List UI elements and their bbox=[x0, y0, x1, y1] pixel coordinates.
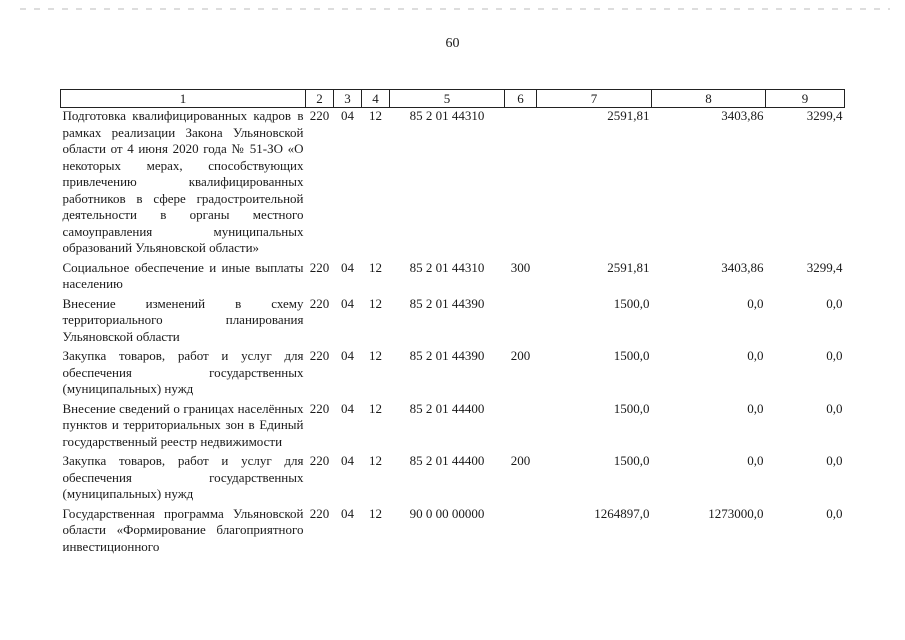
row-code-4: 12 bbox=[369, 259, 382, 275]
row-code-2: 220 bbox=[309, 400, 330, 416]
row-code-2: 220 bbox=[309, 259, 330, 275]
row-code-5: 85 2 01 44390 bbox=[409, 295, 485, 311]
row-name: Закупка товаров, работ и услуг для обеспечения государственных (муниципальных) нужд bbox=[62, 453, 304, 501]
row-value-9: 3299,4 bbox=[806, 259, 843, 275]
column-header-6: 6 bbox=[505, 90, 537, 108]
table-body bbox=[61, 108, 845, 559]
row-code-6: 200 bbox=[510, 348, 531, 363]
row-code-6: 200 bbox=[510, 453, 531, 468]
row-code-6: 300 bbox=[510, 259, 531, 275]
row-code-3: 04 bbox=[341, 505, 354, 521]
row-name: Подготовка квалифицированных кадров в рамках реализации Закона Ульяновской области от 4 июня 2020 года № 51-ЗО «О некоторых мерах, способствующих привлечению квалифицированных работников в сфере градостроительной деятельности в органы местного самоуправления муниципальных образований Ульяновской области» bbox=[62, 108, 304, 255]
row-code-3: 04 bbox=[341, 295, 354, 311]
row-code-4: 12 bbox=[369, 108, 382, 123]
row-name: Внесение сведений о границах населённых пунктов и территориальных зон в Единый государственный реестр недвижимости bbox=[62, 400, 304, 449]
row-value-7: 1500,0 bbox=[613, 400, 650, 416]
table-row bbox=[61, 260, 845, 296]
row-code-3: 04 bbox=[341, 453, 354, 468]
row-value-9: 0,0 bbox=[826, 453, 843, 468]
row-value-8: 1273000,0 bbox=[708, 505, 764, 521]
row-value-8: 3403,86 bbox=[721, 108, 764, 123]
row-code-3: 04 bbox=[341, 348, 354, 363]
row-code-5: 90 0 00 00000 bbox=[409, 505, 485, 521]
page-number: 60 bbox=[445, 36, 460, 51]
column-header-4: 4 bbox=[362, 90, 390, 108]
row-code-4: 12 bbox=[369, 505, 382, 521]
row-code-4: 12 bbox=[369, 348, 382, 363]
row-value-9: 3299,4 bbox=[806, 108, 843, 123]
row-value-9: 0,0 bbox=[826, 295, 843, 311]
row-value-7: 1500,0 bbox=[613, 295, 650, 311]
row-value-8: 0,0 bbox=[747, 348, 764, 363]
row-value-7: 1500,0 bbox=[613, 348, 650, 363]
row-code-5: 85 2 01 44400 bbox=[409, 400, 485, 416]
table-row bbox=[61, 401, 845, 454]
row-code-3: 04 bbox=[341, 108, 354, 123]
row-code-6 bbox=[505, 296, 537, 349]
column-header-3: 3 bbox=[334, 90, 362, 108]
row-code-6 bbox=[505, 108, 537, 260]
row-value-7: 2591,81 bbox=[607, 259, 650, 275]
table-header-row bbox=[61, 90, 845, 108]
row-code-2: 220 bbox=[309, 108, 330, 123]
row-code-4: 12 bbox=[369, 295, 382, 311]
column-header-8: 8 bbox=[652, 90, 766, 108]
row-code-4: 12 bbox=[369, 400, 382, 416]
column-header-1: 1 bbox=[61, 90, 306, 108]
row-value-9: 0,0 bbox=[826, 400, 843, 416]
row-code-5: 85 2 01 44310 bbox=[409, 259, 485, 275]
row-value-8: 0,0 bbox=[747, 295, 764, 311]
row-code-6 bbox=[505, 401, 537, 454]
row-code-5: 85 2 01 44310 bbox=[409, 108, 485, 123]
table-row bbox=[61, 506, 845, 559]
row-value-9: 0,0 bbox=[826, 348, 843, 363]
row-value-7: 2591,81 bbox=[607, 108, 650, 123]
row-value-9: 0,0 bbox=[826, 505, 843, 521]
row-code-2: 220 bbox=[309, 295, 330, 311]
column-header-5: 5 bbox=[390, 90, 505, 108]
row-code-2: 220 bbox=[309, 505, 330, 521]
table-row bbox=[61, 108, 845, 260]
row-code-2: 220 bbox=[309, 348, 330, 363]
row-value-8: 0,0 bbox=[747, 453, 764, 468]
row-code-4: 12 bbox=[369, 453, 382, 468]
row-name: Внесение изменений в схему территориального планирования Ульяновской области bbox=[62, 295, 304, 344]
row-value-8: 3403,86 bbox=[721, 259, 764, 275]
row-code-6 bbox=[505, 506, 537, 559]
row-code-5: 85 2 01 44390 bbox=[409, 348, 485, 363]
budget-table bbox=[60, 89, 845, 558]
column-header-9: 9 bbox=[766, 90, 845, 108]
row-name: Государственная программа Ульяновской области «Формирование благоприятного инвестиционного bbox=[62, 505, 304, 554]
row-value-8: 0,0 bbox=[747, 400, 764, 416]
row-value-7: 1264897,0 bbox=[594, 505, 650, 521]
row-name: Закупка товаров, работ и услуг для обеспечения государственных (муниципальных) нужд bbox=[62, 348, 304, 396]
table-row bbox=[61, 348, 845, 401]
table-row bbox=[61, 296, 845, 349]
row-code-2: 220 bbox=[309, 453, 330, 468]
scan-artifact-line bbox=[20, 8, 890, 10]
column-header-7: 7 bbox=[537, 90, 652, 108]
column-header-2: 2 bbox=[306, 90, 334, 108]
row-value-7: 1500,0 bbox=[613, 453, 650, 468]
row-code-5: 85 2 01 44400 bbox=[409, 453, 485, 468]
row-code-3: 04 bbox=[341, 400, 354, 416]
table-row bbox=[61, 453, 845, 506]
row-code-3: 04 bbox=[341, 259, 354, 275]
row-name: Социальное обеспечение и иные выплаты населению bbox=[62, 259, 304, 291]
